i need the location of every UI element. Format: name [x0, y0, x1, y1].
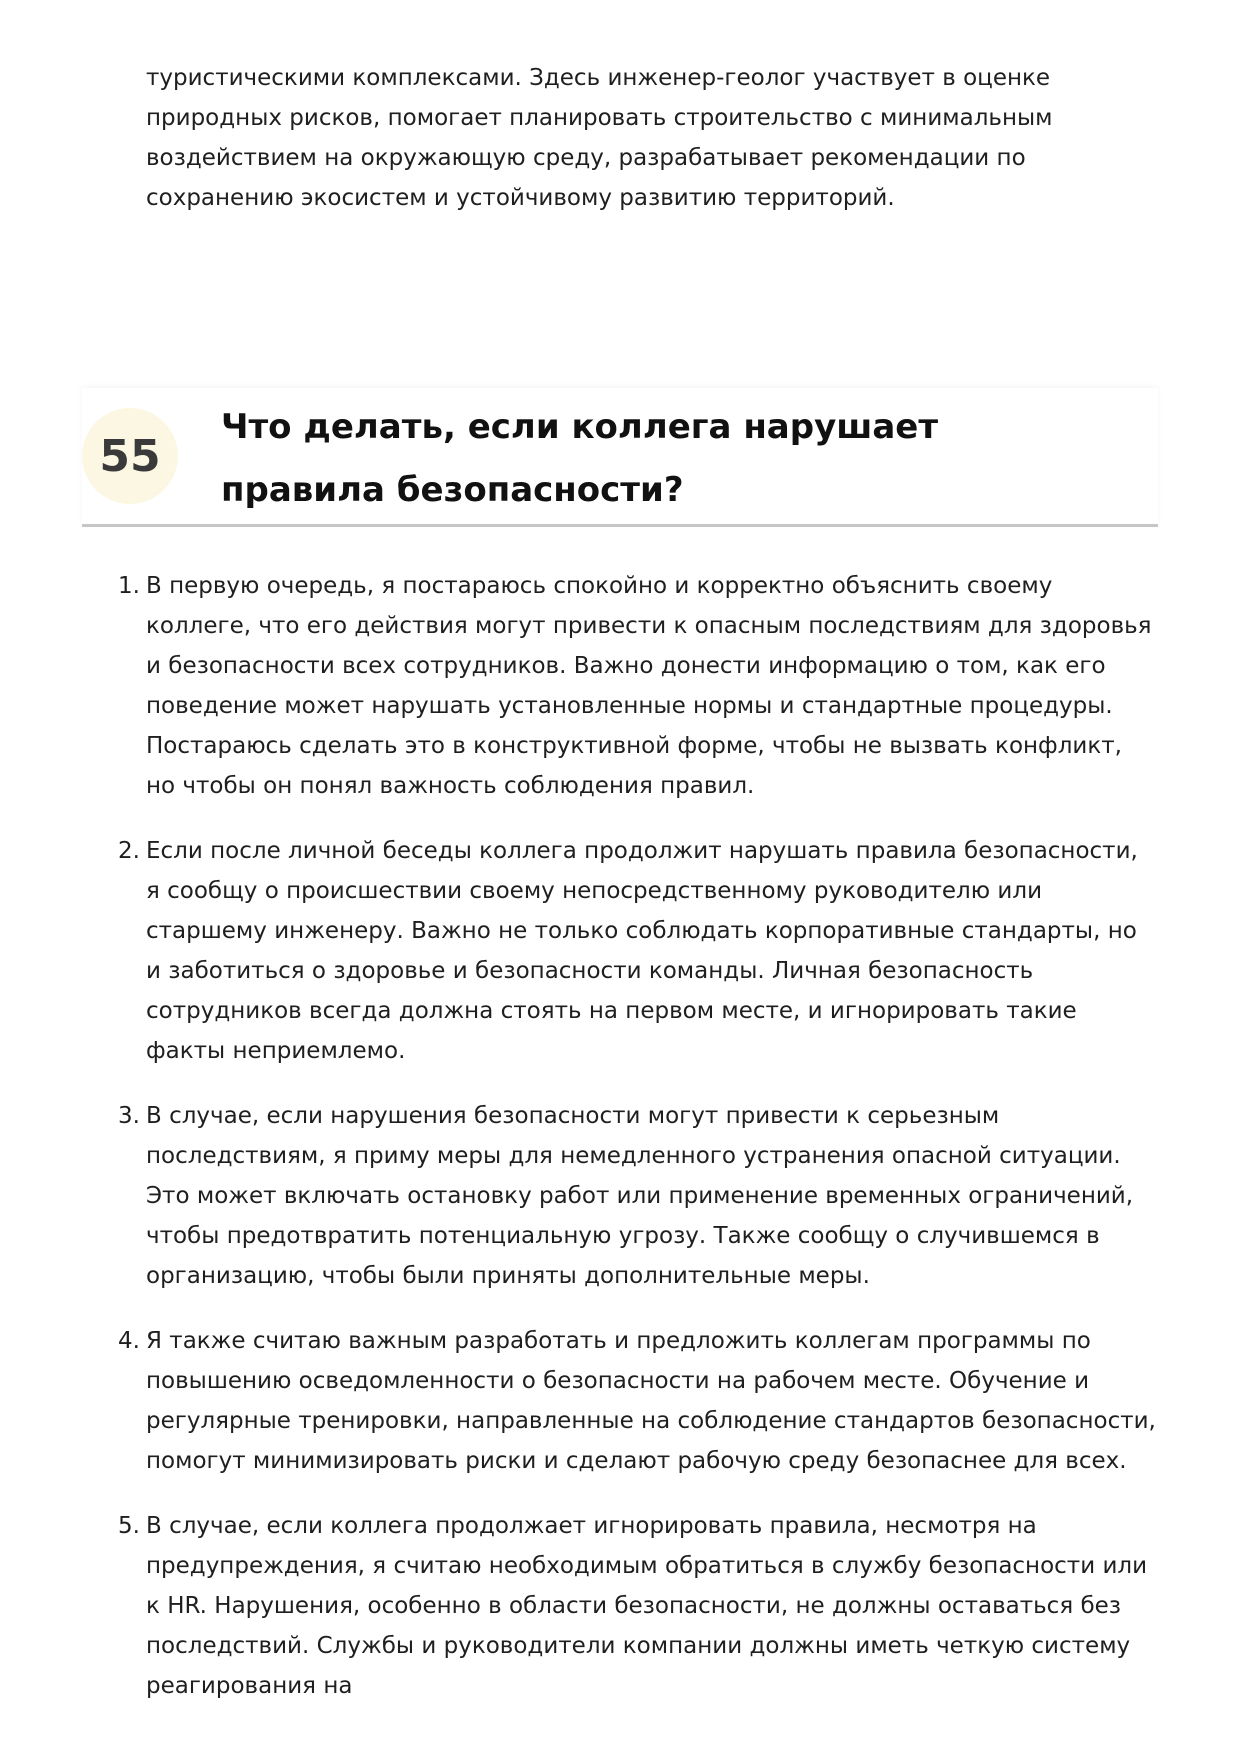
answer-marker: 4.: [118, 1328, 140, 1354]
answer-text: В случае, если коллега продолжает игнорировать правила, несмотря на предупреждения, я считаю необходимым обратиться в службу безопасности или к HR. Нарушения, особенно в области безопасности, не должны оставаться без последствий. Службы и руководители компании должны иметь четкую систему реагирования на: [146, 1513, 1148, 1699]
intro-paragraph: туристическими комплексами. Здесь инженер-геолог участвует в оценке природных рисков, помогает планировать строительство с минимальным воздействием на окружающую среду, разрабатывает рекомендации по сохранению экосистем и устойчивому развитию территорий.: [146, 65, 1053, 211]
answer-item-5: [118, 1506, 1156, 1706]
answer-item-3: [118, 1096, 1156, 1296]
answer-text: Я также считаю важным разработать и предложить коллегам программы по повышению осведомленности о безопасности на рабочем месте. Обучение и регулярные тренировки, направленные на соблюдение стандартов безопасности, помогут минимизировать риски и сделают рабочую среду безопаснее для всех.: [146, 1328, 1156, 1474]
answer-text: В первую очередь, я постараюсь спокойно и корректно объяснить своему коллеге, что его действия могут привести к опасным последствиям для здоровья и безопасности всех сотрудников. Важно донести информацию о том, как его поведение может нарушать установленные нормы и стандартные процедуры. Постараюсь сделать это в конструктивной форме, чтобы не вызвать конфликт, но чтобы он понял важность соблюдения правил.: [146, 573, 1152, 799]
question-header: [82, 388, 1158, 527]
question-title: Что делать, если коллега нарушает правила безопасности?: [221, 407, 939, 510]
answer-text: Если после личной беседы коллега продолжит нарушать правила безопасности, я сообщу о происшествии своему непосредственному руководителю или старшему инженеру. Важно не только соблюдать корпоративные стандарты, но и заботиться о здоровье и безопасности команды. Личная безопасность сотрудников всегда должна стоять на первом месте, и игнорировать такие факты неприемлемо.: [146, 838, 1138, 1064]
answer-item-2: [118, 831, 1156, 1071]
answer-marker: 2.: [118, 838, 140, 864]
answer-marker: 5.: [118, 1513, 140, 1539]
answer-text: В случае, если нарушения безопасности могут привести к серьезным последствиям, я приму меры для немедленного устранения опасной ситуации. Это может включать остановку работ или применение временных ограничений, чтобы предотвратить потенциальную угрозу. Также сообщу о случившемся в организацию, чтобы были приняты дополнительные меры.: [146, 1103, 1134, 1289]
answer-marker: 3.: [118, 1103, 140, 1129]
answer-item-4: [118, 1321, 1156, 1481]
answer-item-1: [118, 566, 1156, 806]
answer-marker: 1.: [118, 573, 140, 599]
question-number-badge: 55: [82, 408, 178, 504]
answer-list: [118, 566, 1156, 1731]
